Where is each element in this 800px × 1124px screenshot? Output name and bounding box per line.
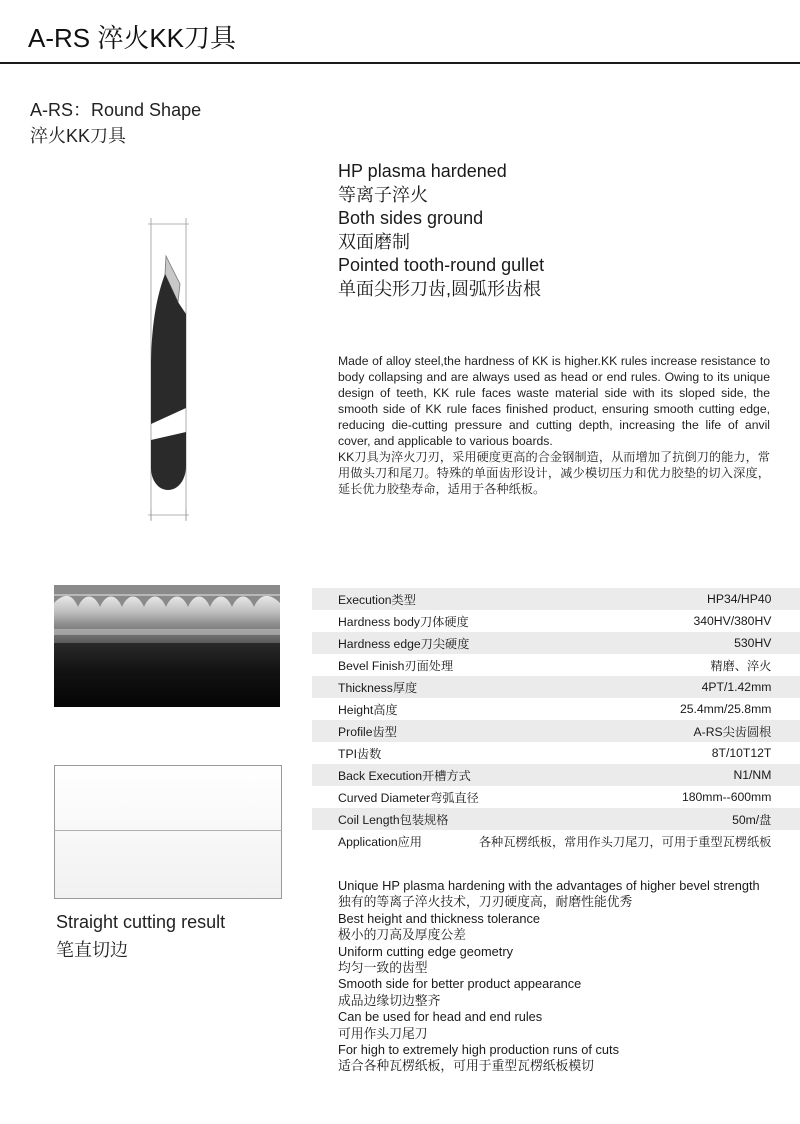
advantage-item: Smooth side for better product appearance [338,976,582,992]
table-row [312,764,800,786]
page-title: A-RS 淬火KK刀具 [28,23,237,53]
spec-value: 340HV/380HV [479,610,800,632]
spec-label: TPI齿数 [312,742,479,764]
table-row [312,720,800,742]
spec-label: Hardness body刀体硬度 [312,610,479,632]
spec-value: 8T/10T12T [479,742,800,764]
table-row [312,808,800,830]
table-row [312,654,800,676]
advantage-item: 独有的等离子淬火技术，刀刃硬度高，耐磨性能优秀 [338,894,633,910]
feature-item: 双面磨制 [338,231,410,252]
feature-item: 等离子淬火 [338,184,428,205]
spec-label: Profile齿型 [312,720,479,742]
spec-label: Height高度 [312,698,479,720]
spec-label: Thickness厚度 [312,676,479,698]
advantage-item: Can be used for head and end rules [338,1009,543,1025]
feature-item: Pointed tooth-round gullet [338,255,545,275]
description-en: Made of alloy steel,the hardness of KK is higher.KK rules increase resistance to body collapsing and are always used as head or end rules. Owing to its unique design of teeth, KK rule faces waste material side with its sloped side, the smooth side of KK rule faces finished product, ensuring smooth cutting edge, reducing die-cutting pressure and cutting depth, increasing the life of anvil cover, and applicable to various boards. [338,354,770,448]
advantage-item: 可用作头刀尾刀 [338,1025,428,1041]
spec-label: Curved Diameter弯弧直径 [312,786,479,808]
advantage-item: For high to extremely high production runs of cuts [338,1042,619,1058]
table-row [312,830,800,852]
description-cn: KK刀具为淬火刀刃，采用硬度更高的合金钢制造，从而增加了抗倒刀的能力，常用做头刀和尾刀。特殊的单面齿形设计，减少模切压力和优力胶垫的切入深度，延长优力胶垫寿命，适用于各种纸板。 [338,450,770,496]
spec-value: 50m/盘 [479,808,800,830]
table-row [312,610,800,632]
spec-label: Coil Length包装规格 [312,808,479,830]
table-row [312,588,800,610]
spec-value: 25.4mm/25.8mm [479,698,800,720]
spec-value: 各种瓦楞纸板，常用作头刀尾刀，可用于重型瓦楞纸板 [479,830,800,852]
table-row [312,786,800,808]
spec-value: 530HV [479,632,800,654]
spec-value: A-RS尖齿圆根 [479,720,800,742]
spec-value: 180mm--600mm [479,786,800,808]
cutting-result-sample [54,765,282,899]
spec-value: 4PT/1.42mm [479,676,800,698]
advantage-item: 适合各种瓦楞纸板，可用于重型瓦楞纸板模切 [338,1058,594,1074]
table-row [312,742,800,764]
spec-table [312,588,800,852]
advantage-item: 极小的刀高及厚度公差 [338,927,466,943]
result-caption-cn: 笔直切边 [56,940,128,960]
teeth-closeup-photo [54,585,280,707]
spec-label: Hardness edge刀尖硬度 [312,632,479,654]
spec-label: Bevel Finish刃面处理 [312,654,479,676]
spec-value: 精磨、淬火 [479,654,800,676]
advantage-item: Unique HP plasma hardening with the advantages of higher bevel strength [338,878,760,893]
feature-list [338,160,544,301]
spec-label: Application应用 [312,830,479,852]
spec-label: Back Execution开槽方式 [312,764,479,786]
advantage-item: 成品边缘切边整齐 [338,992,441,1008]
subtitle-en: A-RS：Round Shape [30,100,202,120]
table-row [312,698,800,720]
table-row [312,676,800,698]
advantages-list [338,878,778,1075]
feature-item: 单面尖形刀齿,圆弧形齿根 [338,278,541,299]
spec-label: Execution类型 [312,588,479,610]
subtitle-cn: 淬火KK刀具 [30,126,127,146]
blade-profile-illustration [138,218,198,522]
title-divider [0,62,800,64]
description [338,353,770,497]
advantage-item: Best height and thickness tolerance [338,910,541,926]
cut-line [54,830,282,831]
table-row [312,632,800,654]
spec-value: N1/NM [479,764,800,786]
spec-value: HP34/HP40 [479,588,800,610]
feature-item: Both sides ground [338,208,484,228]
advantage-item: Uniform cutting edge geometry [338,943,513,959]
feature-item: HP plasma hardened [338,161,507,181]
advantage-item: 均匀一致的齿型 [338,960,428,976]
result-caption-en: Straight cutting result [56,912,226,932]
